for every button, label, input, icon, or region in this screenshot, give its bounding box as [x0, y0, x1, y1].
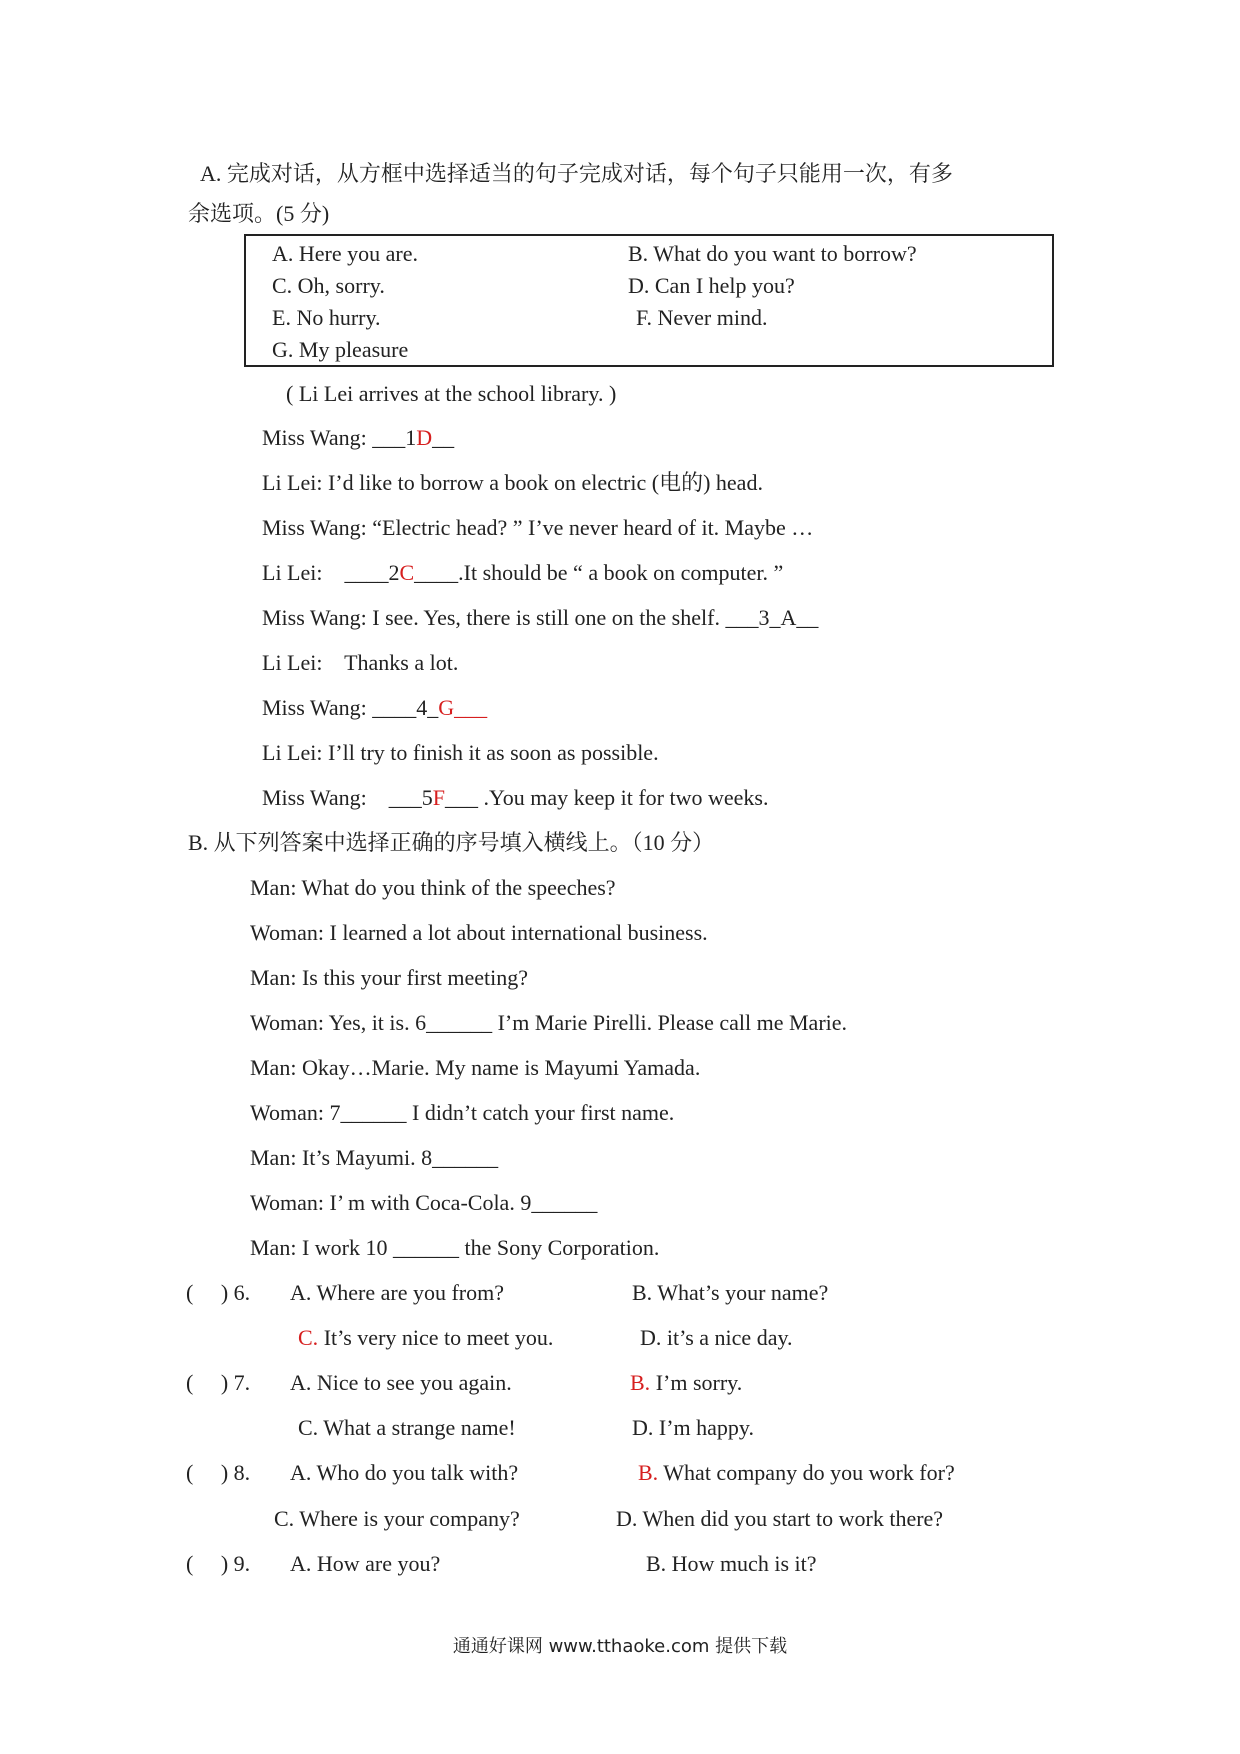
q7-option-d: D. I’m happy.	[632, 1415, 754, 1440]
q6-option-b: B. What’s your name?	[632, 1280, 829, 1305]
b-dialogue-line: Woman: Yes, it is. 6______ I’m Marie Pirelli. Please call me Marie.	[250, 1010, 848, 1035]
option-f: F. Never mind.	[636, 305, 768, 330]
b-dialogue-line: Woman: I’ m with Coca-Cola. 9______	[250, 1190, 598, 1215]
q9-number: ( ) 9.	[186, 1551, 251, 1576]
section-a-instruction-cont: 余选项。(5 分)	[188, 201, 330, 226]
q7-option-a: A. Nice to see you again.	[290, 1370, 512, 1395]
option-e: E. No hurry.	[272, 305, 381, 330]
answer-4: G	[438, 695, 455, 720]
dialogue-line-1: Miss Wang: ___1D__	[262, 425, 455, 450]
option-b: B. What do you want to borrow?	[628, 241, 917, 266]
q6-answer-letter: C.	[298, 1325, 319, 1350]
dialogue-line-3: Miss Wang: “Electric head? ” I’ve never heard of it. Maybe …	[262, 515, 814, 540]
b-dialogue-line: Woman: 7______ I didn’t catch your first name.	[250, 1100, 675, 1125]
option-a: A. Here you are.	[272, 241, 418, 266]
option-c: C. Oh, sorry.	[272, 273, 385, 298]
q9-option-b: B. How much is it?	[646, 1551, 817, 1576]
q6-option-d: D. it’s a nice day.	[640, 1325, 793, 1350]
b-dialogue-line: Man: Okay…Marie. My name is Mayumi Yamada.	[250, 1055, 701, 1080]
dialogue-line-2: Li Lei: I’d like to borrow a book on electric (电的) head.	[262, 470, 763, 495]
b-dialogue-line: Man: Is this your first meeting?	[250, 965, 529, 990]
b-dialogue-line: Man: What do you think of the speeches?	[250, 875, 616, 900]
q6-number: ( ) 6.	[186, 1280, 251, 1305]
option-g: G. My pleasure	[272, 337, 409, 362]
q8-option-d: D. When did you start to work there?	[616, 1506, 944, 1531]
section-b-instruction: B. 从下列答案中选择正确的序号填入横线上。（10 分）	[188, 830, 715, 855]
answer-2: C	[399, 560, 415, 585]
q8-answer-letter: B.	[638, 1460, 659, 1485]
q8-option-b: B. What company do you work for?	[638, 1460, 955, 1485]
b-dialogue-line: Man: I work 10 ______ the Sony Corporation.	[250, 1235, 660, 1260]
dialogue-line-4: Li Lei: ____2C____.It should be “ a book on computer. ”	[262, 560, 784, 585]
q8-option-c: C. Where is your company?	[274, 1506, 520, 1531]
q7-number: ( ) 7.	[186, 1370, 251, 1395]
dialogue-line-5: Miss Wang: I see. Yes, there is still one on the shelf. ___3_A__	[262, 605, 819, 630]
q8-number: ( ) 8.	[186, 1460, 251, 1485]
scene-note: ( Li Lei arrives at the school library. )	[286, 381, 617, 406]
dialogue-line-8: Li Lei: I’ll try to finish it as soon as possible.	[262, 740, 659, 765]
dialogue-line-9: Miss Wang: ___5F___ .You may keep it for two weeks.	[262, 785, 769, 810]
answer-5: F	[432, 785, 446, 810]
answer-3: A	[780, 605, 797, 630]
q6-option-c: C. It’s very nice to meet you.	[298, 1325, 554, 1350]
q7-answer-letter: B.	[630, 1370, 651, 1395]
option-d: D. Can I help you?	[628, 273, 795, 298]
answer-1: D	[416, 425, 433, 450]
section-a-instruction: A. 完成对话，从方框中选择适当的句子完成对话，每个句子只能用一次，有多	[200, 161, 953, 186]
q9-option-a: A. How are you?	[290, 1551, 441, 1576]
b-dialogue-line: Man: It’s Mayumi. 8______	[250, 1145, 499, 1170]
dialogue-line-6: Li Lei: Thanks a lot.	[262, 650, 459, 675]
options-box	[244, 234, 1054, 367]
q6-option-a: A. Where are you from?	[290, 1280, 504, 1305]
footer-credit: 通通好课网 www.tthaoke.com 提供下载	[452, 1636, 788, 1657]
dialogue-line-7: Miss Wang: ____4_G___	[262, 695, 488, 720]
q8-option-a: A. Who do you talk with?	[290, 1460, 519, 1485]
b-dialogue-line: Woman: I learned a lot about international business.	[250, 920, 708, 945]
q7-option-c: C. What a strange name!	[298, 1415, 516, 1440]
q7-option-b: B. I’m sorry.	[630, 1370, 743, 1395]
